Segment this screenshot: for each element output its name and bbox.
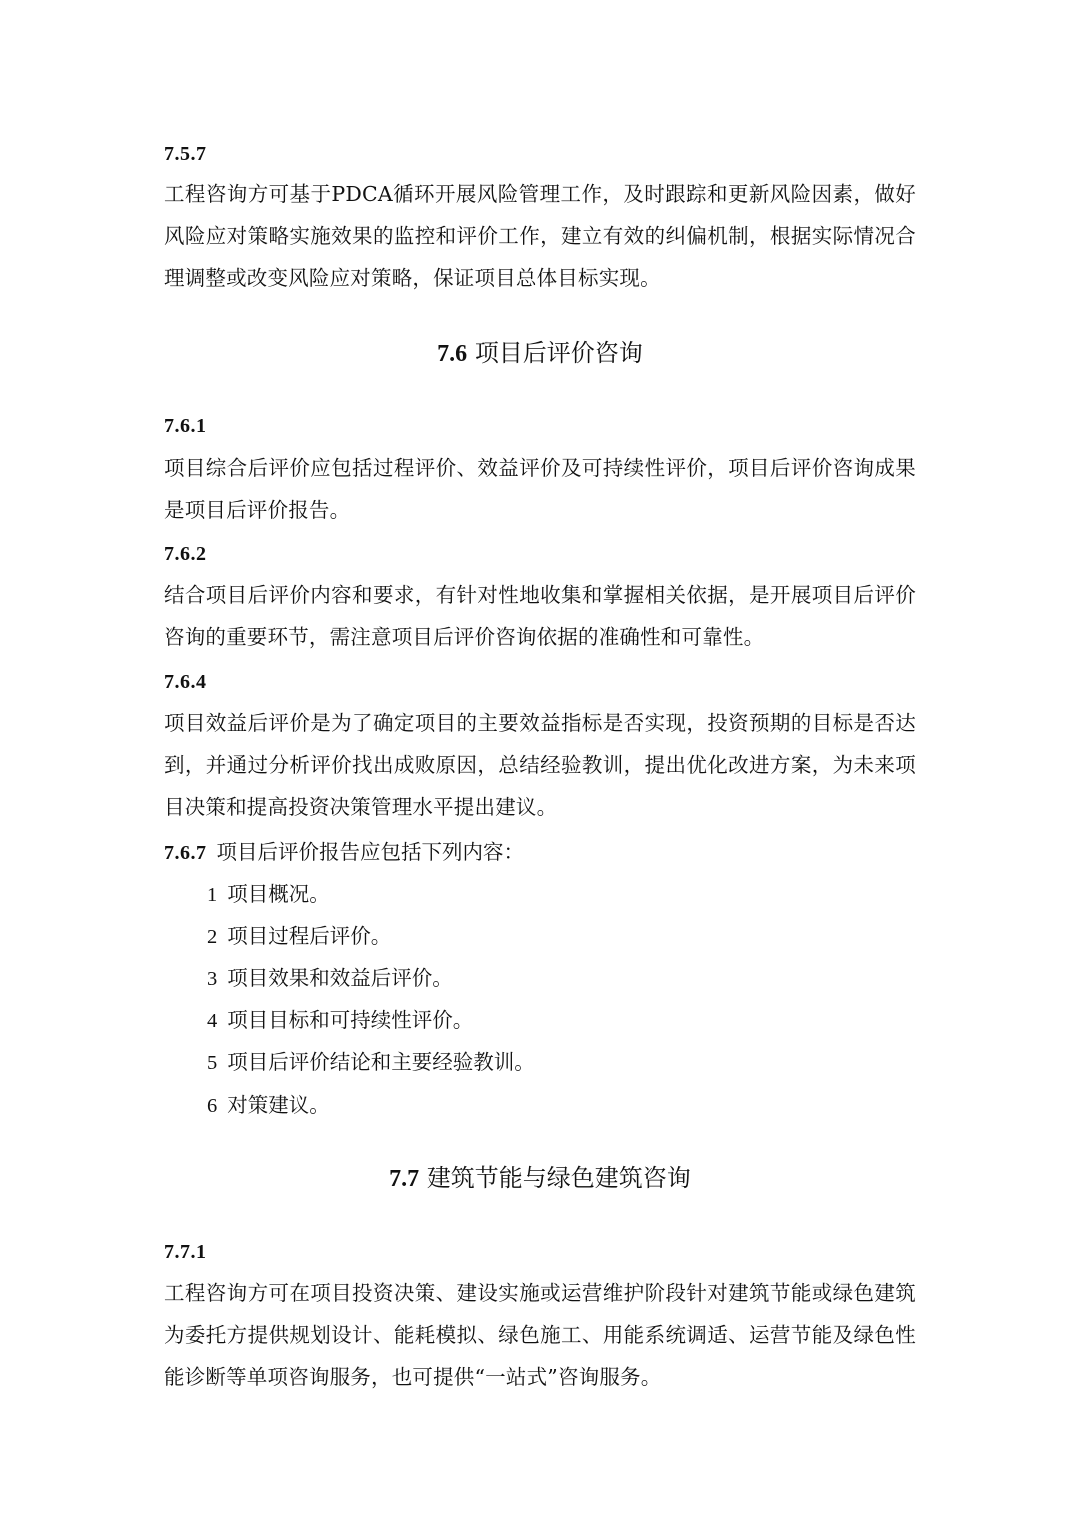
clause-7-5-7 <box>164 142 916 166</box>
list-item <box>207 1050 535 1075</box>
clause-7-6-4-body <box>164 702 916 828</box>
list-text: 项目目标和可持续性评价。 <box>227 1008 474 1032</box>
clause-text: 项目综合后评价应包括过程评价、效益评价及可持续性评价，项目后评价咨询成果是项目后评价报告。 <box>164 456 916 522</box>
clause-7-7-1-body <box>164 1272 916 1398</box>
clause-7-6-2-body <box>164 574 916 658</box>
clause-text: 项目效益后评价是为了确定项目的主要效益指标是否实现，投资预期的目标是否达到，并通过分析评价找出成败原因，总结经验教训，提出优化改进方案，为未来项目决策和提高投资决策管理水平提出建议。 <box>164 711 916 819</box>
list-text: 项目概况。 <box>227 882 330 906</box>
list-number: 1 <box>207 884 218 906</box>
section-title: 建筑节能与绿色建筑咨询 <box>426 1164 691 1192</box>
list-text: 对策建议。 <box>227 1093 330 1117</box>
section-number: 7.6 <box>437 341 468 367</box>
list-number: 6 <box>207 1095 218 1117</box>
clause-7-6-2 <box>164 542 916 566</box>
clause-text: 结合项目后评价内容和要求，有针对性地收集和掌握相关依据，是开展项目后评价咨询的重要环节，需注意项目后评价咨询依据的准确性和可靠性。 <box>164 583 916 649</box>
clause-number: 7.5.7 <box>164 143 207 165</box>
clause-number: 7.6.2 <box>164 543 207 565</box>
section-heading-7-6 <box>0 338 1080 369</box>
list-item <box>207 1008 473 1033</box>
list-item <box>207 924 391 949</box>
list-item <box>207 966 453 991</box>
clause-7-6-1 <box>164 414 916 438</box>
clause-text: 项目后评价报告应包括下列内容： <box>216 840 524 864</box>
section-title: 项目后评价咨询 <box>474 339 643 367</box>
clause-7-5-7-body <box>164 173 916 299</box>
clause-text: 工程咨询方可基于PDCA循环开展风险管理工作，及时跟踪和更新风险因素，做好风险应对策略实施效果的监控和评价工作，建立有效的纠偏机制，根据实际情况合理调整或改变风险应对策略，保证项目总体目标实现。 <box>164 182 916 290</box>
list-number: 2 <box>207 926 218 948</box>
clause-number: 7.6.4 <box>164 671 207 693</box>
clause-7-6-4 <box>164 670 916 694</box>
list-item <box>207 1093 330 1118</box>
list-number: 3 <box>207 968 218 990</box>
clause-7-6-7 <box>164 840 916 865</box>
list-text: 项目效果和效益后评价。 <box>227 966 453 990</box>
clause-7-6-1-body <box>164 447 916 531</box>
section-number: 7.7 <box>389 1166 420 1192</box>
clause-number: 7.6.7 <box>164 842 207 864</box>
list-text: 项目过程后评价。 <box>227 924 392 948</box>
list-text: 项目后评价结论和主要经验教训。 <box>227 1050 535 1074</box>
clause-text: 工程咨询方可在项目投资决策、建设实施或运营维护阶段针对建筑节能或绿色建筑为委托方提供规划设计、能耗模拟、绿色施工、用能系统调适、运营节能及绿色性能诊断等单项咨询服务，也可提供“一站式”咨询服务。 <box>164 1281 916 1389</box>
list-item <box>207 882 330 907</box>
list-number: 5 <box>207 1052 218 1074</box>
list-number: 4 <box>207 1010 218 1032</box>
clause-line <box>164 840 916 865</box>
clause-number: 7.7.1 <box>164 1241 207 1263</box>
section-heading-7-7 <box>0 1163 1080 1194</box>
clause-7-7-1 <box>164 1240 916 1264</box>
clause-number: 7.6.1 <box>164 415 207 437</box>
